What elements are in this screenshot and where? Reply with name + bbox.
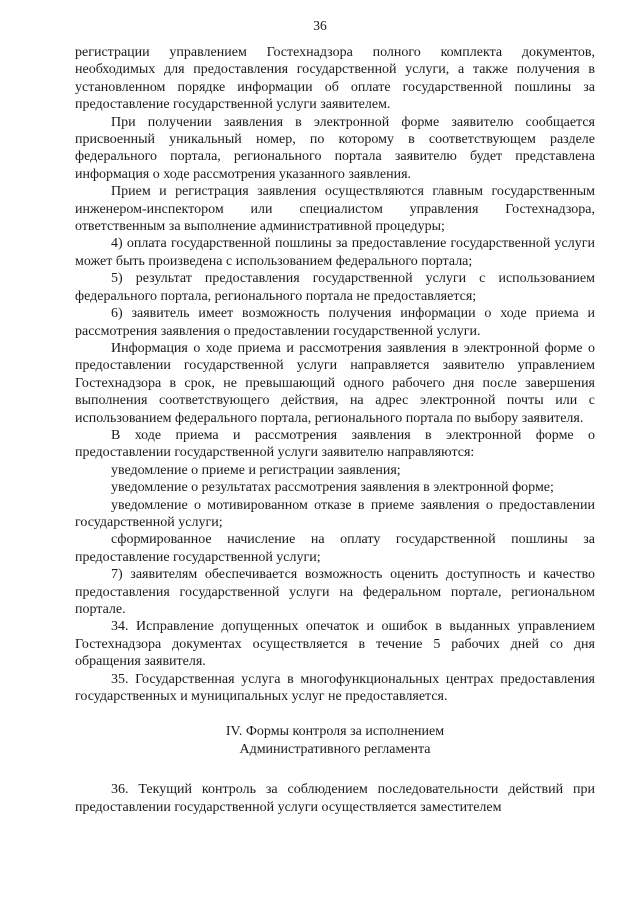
paragraph: сформированное начисление на оплату государственной пошлины за предоставление государственной услуги; [75, 532, 595, 565]
paragraph: Информация о ходе приема и рассмотрения заявления в электронной форме о предоставлении государственной услуги направляется заявителю управлением Гостехнадзора в срок, не превышающий одного рабочего дня после завершения выполнения соответствующего действия, на адрес электронной почты или с использованием федерального портала, регионального портала по выбору заявителя. [75, 340, 595, 426]
paragraphs-after-heading [75, 781, 595, 816]
paragraph: 4) оплата государственной пошлины за предоставление государственной услуги может быть произведена с использованием федерального портала; [75, 236, 595, 269]
paragraph: регистрации управлением Гостехнадзора полного комплекта документов, необходимых для предоставления государственной услуги, а также получения в установленном порядке информации об оплате государственной пошлины за предоставление государственной услуги заявителем. [75, 45, 595, 113]
paragraph: уведомление о приеме и регистрации заявления; [111, 462, 401, 478]
paragraph: уведомление о мотивированном отказе в приеме заявления о предоставлении государственной услуги; [75, 497, 595, 530]
section-heading-line-2: Административного регламента [239, 741, 431, 757]
paragraph: 35. Государственная услуга в многофункциональных центрах предоставления государственных и муниципальных услуг не предоставляется. [75, 671, 595, 705]
paragraph: 6) заявитель имеет возможность получения информации о ходе приема и рассмотрения заявления о предоставлении государственной услуги. [75, 306, 595, 339]
section-heading [75, 723, 595, 758]
paragraph: Прием и регистрация заявления осуществляются главным государственным инженером-инспектором или специалистом управления Гостехнадзора, ответственным за выполнение административной процедуры; [75, 184, 595, 235]
paragraphs-before-heading [75, 44, 595, 705]
paragraph: 34. Исправление допущенных опечаток и ошибок в выданных управлением Гостехнадзора документах осуществляется в течение 5 рабочих дней со дня обращения заявителя. [75, 619, 595, 670]
paragraph: В ходе приема и рассмотрения заявления в электронной форме о предоставлении государственной услуги заявителю направляются: [75, 427, 595, 461]
paragraph: 36. Текущий контроль за соблюдением последовательности действий при предоставлении государственной услуги осуществляется заместителем [75, 782, 595, 815]
paragraph: 7) заявителям обеспечивается возможность оценить доступность и качество предоставления государственной услуги на федеральном портале, региональном портале. [75, 567, 595, 617]
paragraph: При получении заявления в электронной форме заявителю сообщается присвоенный уникальный номер, по которому в соответствующем разделе федерального портала, регионального портала заявителю будет представлена информация о ходе рассмотрения указанного заявления. [75, 114, 595, 182]
paragraph: уведомление о результатах рассмотрения заявления в электронной форме; [111, 480, 554, 496]
page-number: 36 [313, 18, 327, 33]
paragraph: 5) результат предоставления государственной услуги с использованием федерального портала, регионального портала не предоставляется; [75, 271, 595, 304]
document-body [75, 44, 595, 816]
section-heading-line-1: IV. Формы контроля за исполнением [225, 724, 445, 740]
